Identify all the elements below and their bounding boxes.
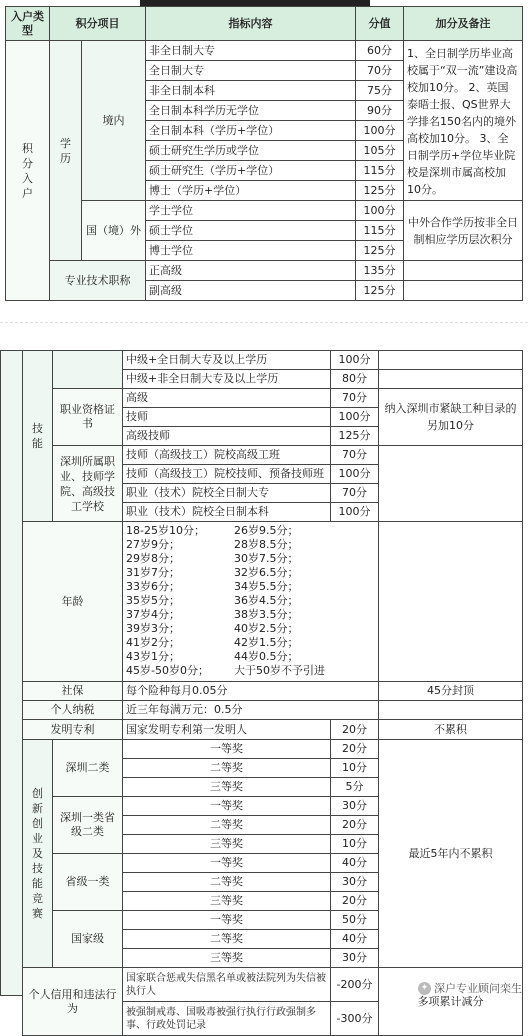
innov-score: 20分 <box>331 816 379 835</box>
watermark-text: 深户专业顾问栾生 <box>434 982 522 995</box>
innov-note: 最近5年内不累积 <box>379 740 523 968</box>
domestic-content: 博士（学历+学位） <box>146 181 356 201</box>
school-content: 职业（技术）院校全日制大专 <box>123 484 331 503</box>
wechat-icon: ✦ <box>418 982 431 995</box>
innov-score: 20分 <box>331 892 379 911</box>
overseas-score: 125分 <box>356 241 404 261</box>
innov-award: 三等奖 <box>123 778 331 797</box>
header-content: 指标内容 <box>146 7 356 41</box>
patent-content: 国家发明专利第一发明人 <box>123 720 331 740</box>
empty-note <box>379 351 523 370</box>
tax-label: 个人纳税 <box>23 701 123 720</box>
overseas-note: 中外合作学历按非全日制相应学历层次积分 <box>404 201 523 261</box>
table-row <box>23 740 523 759</box>
empty-note <box>379 370 523 389</box>
header-note: 加分及备注 <box>404 7 523 41</box>
innov-award: 二等奖 <box>123 873 331 892</box>
type-cell: 积分入户 <box>6 41 50 301</box>
cert-score: 100分 <box>331 408 379 427</box>
patent-label: 发明专利 <box>23 720 123 740</box>
social-content: 每个险种每月0.05分 <box>123 682 379 701</box>
header-score: 分值 <box>356 7 404 41</box>
innov-score: 40分 <box>331 930 379 949</box>
innov-score: 10分 <box>331 759 379 778</box>
cert-score: 70分 <box>331 389 379 408</box>
domestic-score: 60分 <box>356 41 404 61</box>
innov-award: 一等奖 <box>123 797 331 816</box>
skill-content: 中级+非全日制大专及以上学历 <box>123 370 331 389</box>
innov-group-label: 国家级 <box>53 911 123 968</box>
domestic-content: 硕士研究生（学历+学位） <box>146 161 356 181</box>
table-row <box>6 261 523 281</box>
age-label: 年龄 <box>23 522 123 682</box>
innov-award: 三等奖 <box>123 835 331 854</box>
social-note: 45分封顶 <box>379 682 523 701</box>
school-cell: 深圳所属职业、技师学院、高级技工学校 <box>53 446 123 522</box>
table-row <box>23 446 523 465</box>
school-score: 100分 <box>331 503 379 522</box>
skill-top-blank <box>53 351 123 389</box>
title-score: 125分 <box>356 281 404 301</box>
school-score: 100分 <box>331 465 379 484</box>
domestic-score: 100分 <box>356 121 404 141</box>
overseas-content: 学士学位 <box>146 201 356 221</box>
domestic-score: 125分 <box>356 181 404 201</box>
skill-score: 100分 <box>331 351 379 370</box>
innov-group-label: 省级一类 <box>53 854 123 911</box>
innov-award: 三等奖 <box>123 949 331 968</box>
credit-score: -200分 <box>331 968 379 1002</box>
innov-group-label: 深圳一类省级二类 <box>53 797 123 854</box>
overseas-content: 硕士学位 <box>146 221 356 241</box>
table-row <box>23 522 523 682</box>
empty-note <box>379 446 523 522</box>
section2-type-column <box>0 350 22 996</box>
title-score: 135分 <box>356 261 404 281</box>
innov-score: 10分 <box>331 835 379 854</box>
domestic-score: 105分 <box>356 141 404 161</box>
title-label: 专业技术职称 <box>50 261 146 301</box>
patent-score: 20分 <box>331 720 379 740</box>
innov-award: 一等奖 <box>123 854 331 873</box>
domestic-score: 90分 <box>356 101 404 121</box>
innov-score: 30分 <box>331 873 379 892</box>
domestic-content: 全日制本科（学历+学位） <box>146 121 356 141</box>
score-table-part2 <box>22 350 523 1036</box>
empty-note <box>404 281 523 301</box>
table-row <box>23 351 523 370</box>
innov-award: 三等奖 <box>123 892 331 911</box>
school-score: 70分 <box>331 446 379 465</box>
skill-score: 80分 <box>331 370 379 389</box>
innov-score: 20分 <box>331 740 379 759</box>
innov-score: 5分 <box>331 778 379 797</box>
table-row <box>23 701 523 720</box>
domestic-content: 非全日制大专 <box>146 41 356 61</box>
age-content: 18-25岁10分； 26岁9.5分； 27岁9分； 28岁8.5分； 29岁8分； 30岁7.5分； 31岁7分； 32岁6.5分； 33岁6分； 34岁5.5分； 35岁5分； 36岁4.5分； 37岁4分； 38岁3.5分； 39岁3分； 40岁2.5分； 41岁2分； 42岁1.5分； 43岁1分； 44岁0.5分； 45岁-50岁0分； 大于50岁不予引进 <box>123 522 379 682</box>
social-label: 社保 <box>23 682 123 701</box>
innov-score: 30分 <box>331 949 379 968</box>
innov-group-label: 深圳二类 <box>53 740 123 797</box>
watermark <box>418 980 522 996</box>
credit-score: -300分 <box>331 1002 379 1036</box>
domestic-score: 75分 <box>356 81 404 101</box>
credit-content: 国家联合惩戒失信黑名单或被法院列为失信被执行人 <box>123 968 331 1002</box>
page-break <box>0 322 528 351</box>
domestic-content: 非全日制本科 <box>146 81 356 101</box>
overseas-score: 115分 <box>356 221 404 241</box>
school-content: 职业（技术）院校全日制本科 <box>123 503 331 522</box>
title-content: 正高级 <box>146 261 356 281</box>
skill-cell: 技能 <box>23 351 53 522</box>
innov-award: 二等奖 <box>123 816 331 835</box>
score-table-part1 <box>5 6 523 301</box>
innov-award: 一等奖 <box>123 911 331 930</box>
innov-cell: 创新创业及技能竞赛 <box>23 740 53 968</box>
table-row <box>6 201 523 221</box>
domestic-content: 全日制大专 <box>146 61 356 81</box>
cert-score: 125分 <box>331 427 379 446</box>
table-row <box>6 41 523 61</box>
credit-content: 被强制戒毒、国吸毒被强行执行行政强制多事、行政处罚记录 <box>123 1002 331 1036</box>
table-row <box>23 682 523 701</box>
cert-cell: 职业资格证书 <box>53 389 123 446</box>
school-content: 技师（高级技工）院校高级工班 <box>123 446 331 465</box>
cert-content: 高级技师 <box>123 427 331 446</box>
overseas-score: 100分 <box>356 201 404 221</box>
table-row <box>23 389 523 408</box>
domestic-note: 1、全日制学历毕业高校属于“双一流”建设高校加10分。 2、英国泰晤士报、QS世界大学排名150名内的境外高校加10分。 3、全日制学历+学位毕业院校是深圳市属高校加10分。 <box>404 41 523 201</box>
innov-score: 30分 <box>331 797 379 816</box>
cert-note: 纳入深圳市紧缺工种目录的另加10分 <box>379 389 523 446</box>
skill-content: 中级+全日制大专及以上学历 <box>123 351 331 370</box>
patent-note: 不累积 <box>379 720 523 740</box>
credit-label: 个人信用和违法行为 <box>23 968 123 1036</box>
overseas-content: 博士学位 <box>146 241 356 261</box>
innov-award: 二等奖 <box>123 759 331 778</box>
tax-content: 近三年每满万元：0.5分 <box>123 701 379 720</box>
header-item: 积分项目 <box>50 7 146 41</box>
overseas-cell: 国（境）外 <box>82 201 146 261</box>
cert-content: 高级 <box>123 389 331 408</box>
empty-note <box>379 522 523 682</box>
school-content: 技师（高级技工）院校技师、预备技师班 <box>123 465 331 484</box>
table-row <box>23 720 523 740</box>
empty-note <box>404 261 523 281</box>
edu-cell: 学历 <box>50 41 82 261</box>
innov-award: 一等奖 <box>123 740 331 759</box>
domestic-score: 115分 <box>356 161 404 181</box>
empty-note <box>379 701 523 720</box>
header-type: 入户类型 <box>6 7 50 41</box>
table-header-row <box>6 7 523 41</box>
innov-award: 二等奖 <box>123 930 331 949</box>
domestic-cell: 境内 <box>82 41 146 201</box>
credit-note: 多项累计减分 <box>379 968 523 1036</box>
domestic-content: 全日制本科学历无学位 <box>146 101 356 121</box>
school-score: 70分 <box>331 484 379 503</box>
cert-content: 技师 <box>123 408 331 427</box>
domestic-score: 70分 <box>356 61 404 81</box>
title-content: 副高级 <box>146 281 356 301</box>
innov-score: 50分 <box>331 911 379 930</box>
innov-score: 40分 <box>331 854 379 873</box>
domestic-content: 硕士研究生学历或学位 <box>146 141 356 161</box>
